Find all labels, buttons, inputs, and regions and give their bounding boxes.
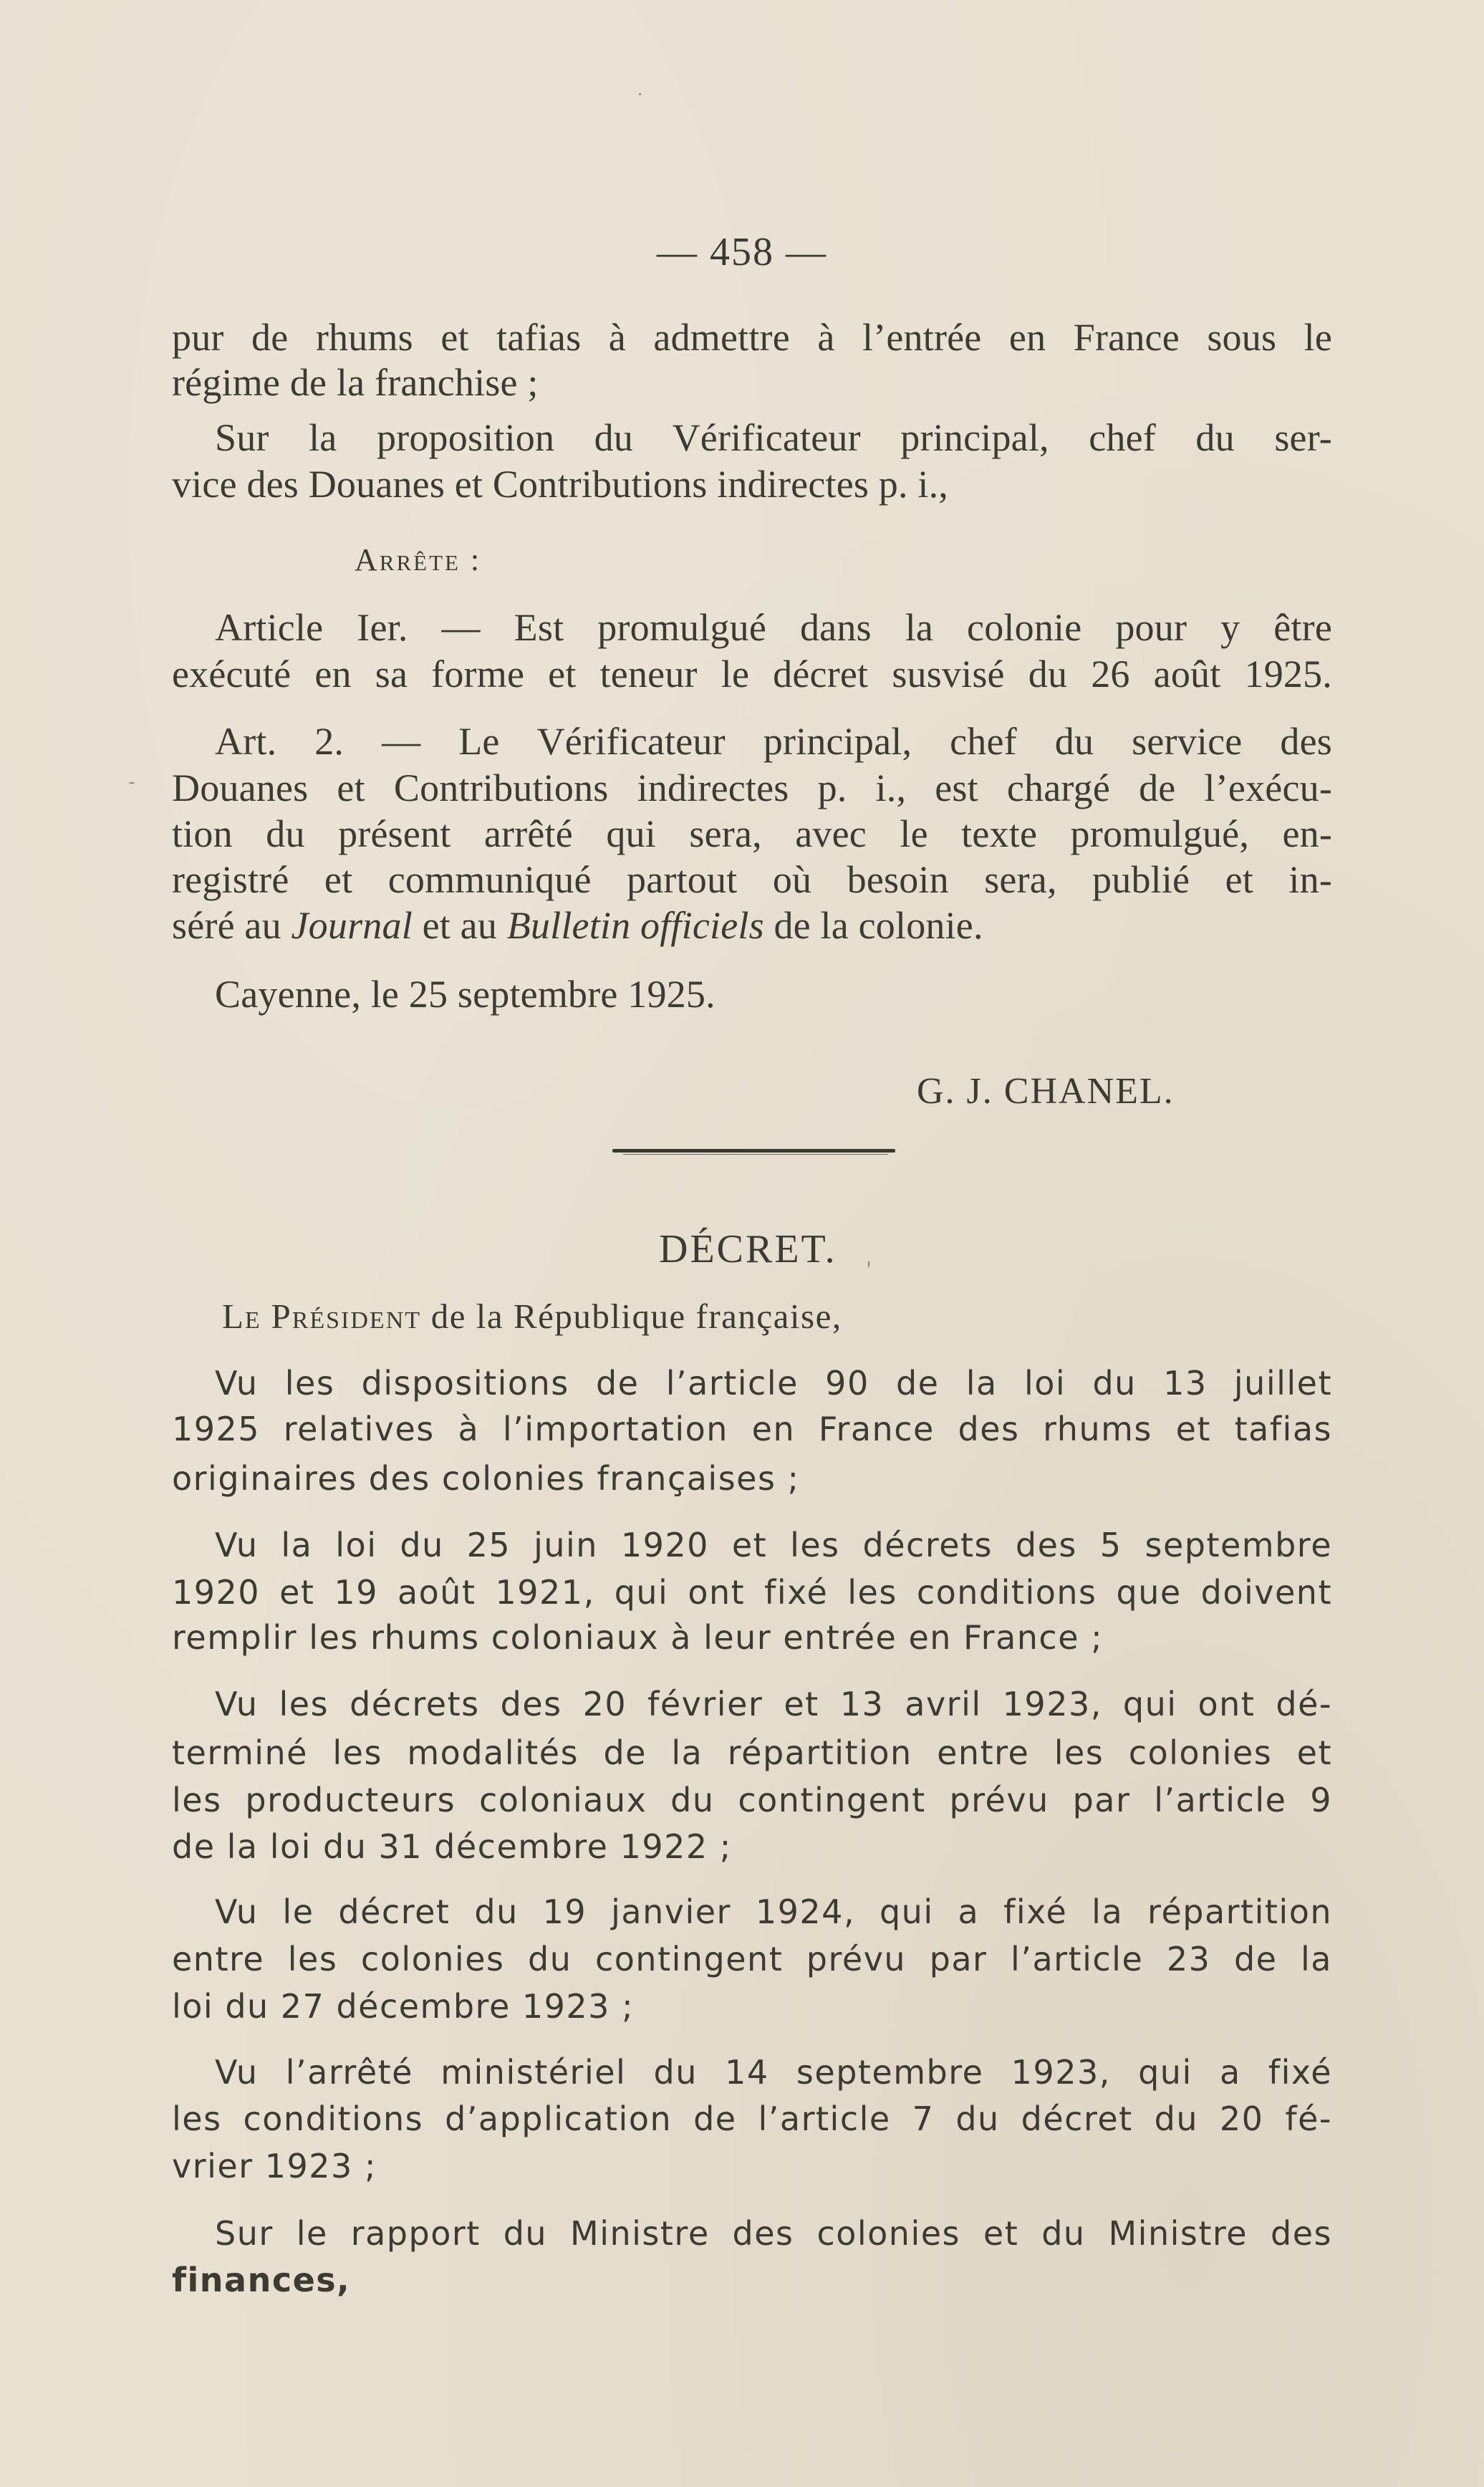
text-line: pur de rhums et tafias à admettre à l’entrée en France sous le [172,316,1332,359]
text-line: loi du 27 décembre 1923 ; [172,1987,635,2026]
decret-heading: DÉCRET. [659,1227,837,1271]
journal-title: Journal [291,904,413,947]
bulletin-title: Bulletin officiels [506,904,764,947]
text-line: les producteurs coloniaux du contingent prévu par l’article 9 [172,1781,1332,1819]
paper-speck [129,782,135,784]
text-line: Vu la loi du 25 juin 1920 et les décrets des 5 septembre [215,1526,1332,1564]
text-line: Vu les dispositions de l’article 90 de la loi du 13 juillet [215,1364,1332,1403]
paper-speck [868,1261,869,1268]
text-line: exécuté en sa forme et teneur le décret susvisé du 26 août 1925. [172,653,1332,696]
text-line: remplir les rhums coloniaux à leur entrée en France ; [172,1618,1104,1657]
text-line: les conditions d’application de l’article 7 du décret du 20 fé- [172,2099,1332,2138]
text-line: Sur le rapport du Ministre des colonies et du Ministre des [215,2214,1332,2253]
text-line: 1920 et 19 août 1921, qui ont fixé les conditions que doivent [172,1573,1332,1612]
text-line: Sur la proposition du Vérificateur principal, chef du ser- [215,416,1332,459]
text-line: entre les colonies du contingent prévu par l’article 23 de la [172,1940,1332,1978]
arrete-heading: Arrête : [355,542,482,577]
text-line [172,902,983,949]
paper-speck [639,93,641,95]
text-line: régime de la franchise ; [172,361,539,404]
text-line: Art. 2. — Le Vérificateur principal, chef du service des [215,720,1332,763]
text-line: Vu les décrets des 20 février et 13 avril 1923, qui ont dé- [215,1685,1332,1723]
text-segment: séré au [172,904,292,947]
text-line: terminé les modalités de la répartition entre les colonies et [172,1733,1332,1772]
text-line: Vu le décret du 19 janvier 1924, qui a fixé la répartition [215,1892,1332,1931]
text-line: originaires des colonies françaises ; [172,1459,800,1498]
text-segment: et au [412,904,507,947]
text-line: tion du présent arrêté qui sera, avec le texte promulgué, en- [172,812,1332,855]
section-divider-underline [623,1154,888,1155]
text-line: Vu l’arrêté ministériel du 14 septembre 1923, qui a fixé [215,2053,1332,2092]
signature: G. J. CHANEL. [917,1071,1175,1112]
president-le: Le [222,1297,261,1336]
text-line: 1925 relatives à l’importation en France des rhums et tafias [172,1410,1332,1448]
section-divider [612,1149,895,1153]
text-line: vice des Douanes et Contributions indirectes p. i., [172,463,948,506]
text-line: Article Ier. — Est promulgué dans la colonie pour y être [215,606,1332,649]
president-line [222,1293,842,1340]
text-segment: de la République française, [421,1297,842,1336]
text-line: de la loi du 31 décembre 1922 ; [172,1827,732,1866]
text-line: finances, [172,2261,351,2299]
text-segment: de la colonie. [763,904,983,947]
text-line: vrier 1923 ; [172,2147,377,2185]
page-number: — 458 — [657,230,827,274]
text-line: registré et communiqué partout où besoin sera, publié et in- [172,858,1332,901]
president-title: Président [271,1297,422,1336]
date-line: Cayenne, le 25 septembre 1925. [215,973,716,1016]
text-line: Douanes et Contributions indirectes p. i., est chargé de l’exécu- [172,766,1332,809]
